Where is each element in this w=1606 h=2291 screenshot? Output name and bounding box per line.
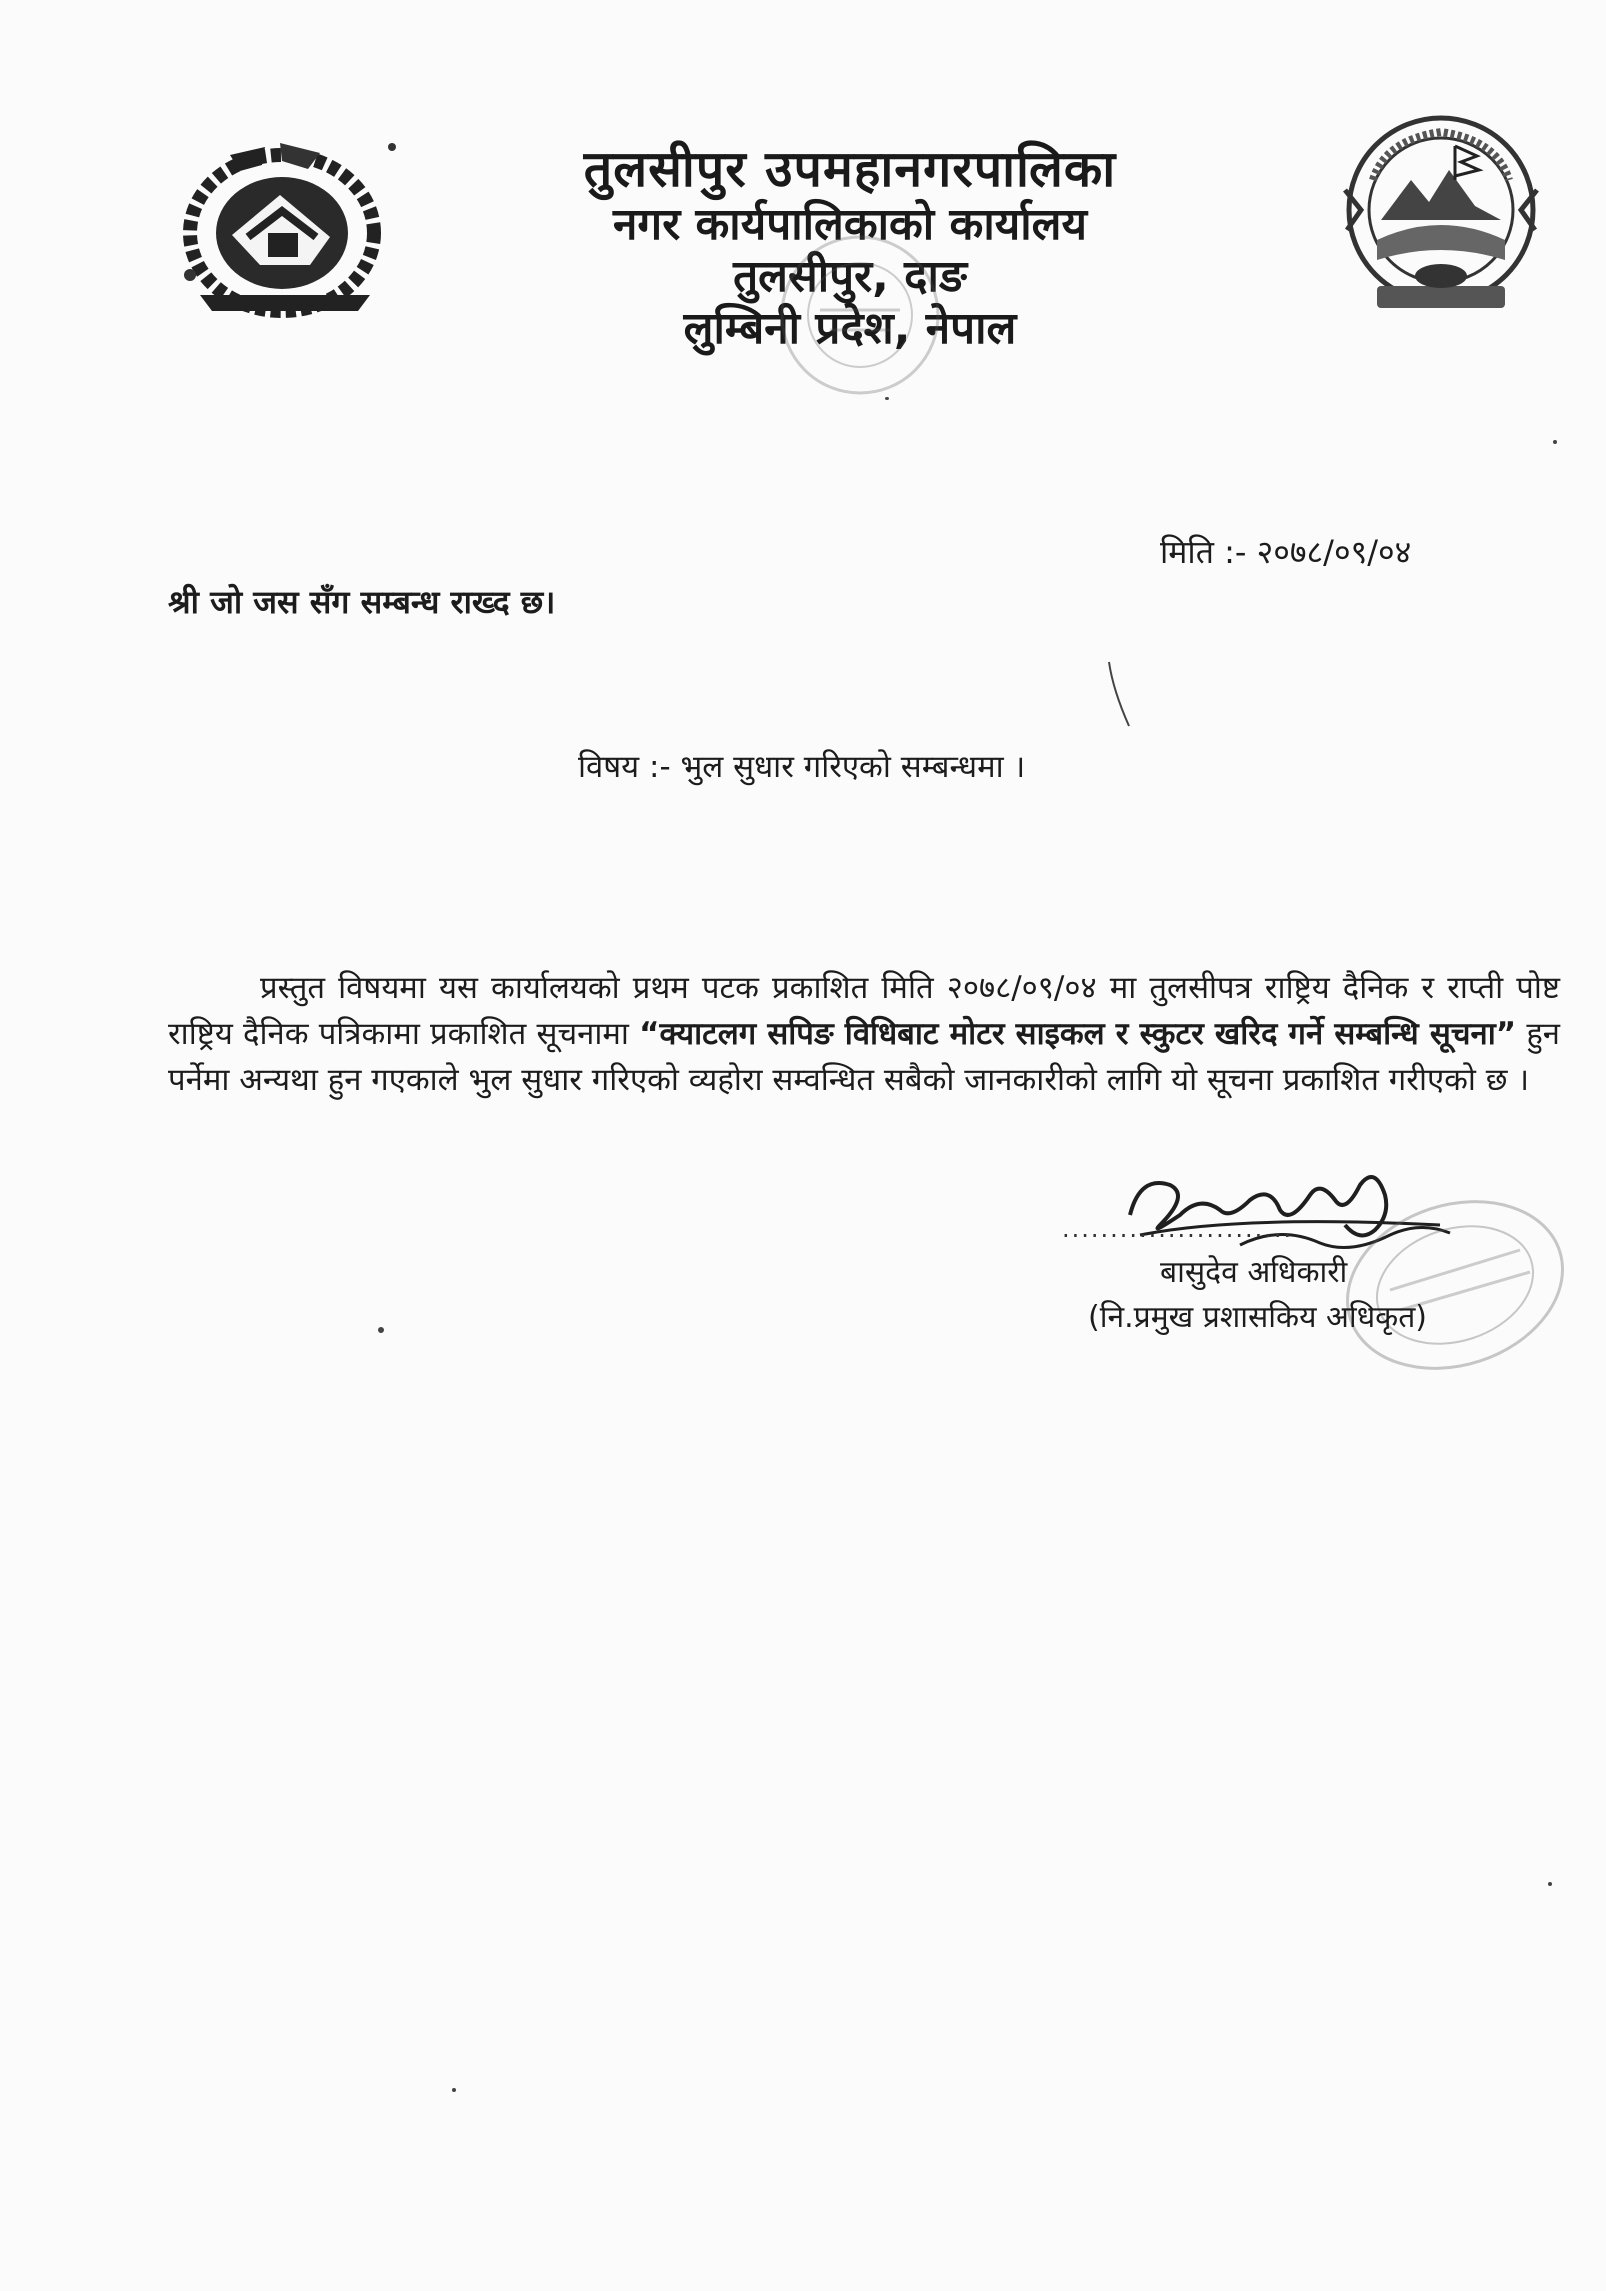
office-name: नगर कार्यपालिकाको कार्यालय [613, 199, 1087, 250]
scan-speck [885, 397, 889, 400]
scan-speck [378, 1327, 384, 1333]
scan-speck [1548, 1882, 1552, 1886]
letter-body [168, 965, 1560, 1103]
municipality-logo-icon [1325, 110, 1565, 330]
signer-title: (नि.प्रमुख प्रशासकिय अधिकृत) [1088, 1300, 1427, 1335]
scan-speck [452, 2088, 456, 2092]
office-province: लुम्बिनी प्रदेश, नेपाल [683, 302, 1017, 354]
office-city: तुलसीपुर, दाङ [733, 250, 967, 302]
letter-date: मिति :- २०७८/०९/०४ [1160, 533, 1412, 571]
nepal-emblem-icon [170, 125, 410, 325]
municipality-name: तुलसीपुर उपमहानगरपालिका [583, 140, 1117, 198]
body-text-part1: प्रस्तुत विषयमा यस कार्यालयको प्रथम पटक प्रकाशित मिति २०७८/०९/०४ मा तुलसीपत्र राष्ट्रिय दैनिक र राप्ती पोष्ट राष्ट्रिय दैनिक पत्रिकामा प्रकाशित सूचनामा [168, 970, 1560, 1052]
salutation: श्री जो जस सँग सम्बन्ध राख्द छ। [168, 583, 556, 621]
signer-name: बासुदेव अधिकारी [1160, 1255, 1348, 1290]
signature-line: ........................ [1062, 1215, 1294, 1243]
letter-subject: विषय :- भुल सुधार गरिएको सम्बन्धमा । [578, 749, 1026, 785]
body-text-bold: “क्याटलग सपिङ विधिबाट मोटर साइकल र स्कुटर खरिद गर्ने सम्बन्धि सूचना” [639, 1016, 1517, 1052]
body-text-part2: हुन पर्नेमा अन्यथा हुन गएकाले भुल सुधार गरिएको व्यहोरा सम्वन्धित सबैको जानकारीको लागि यो सूचना प्रकाशित गरीएको छ । [168, 1016, 1560, 1098]
scan-speck [1553, 440, 1557, 444]
official-stamp-icon [1330, 1180, 1580, 1390]
faint-stamp-icon [760, 230, 960, 400]
pen-stroke-mark [1105, 660, 1135, 730]
